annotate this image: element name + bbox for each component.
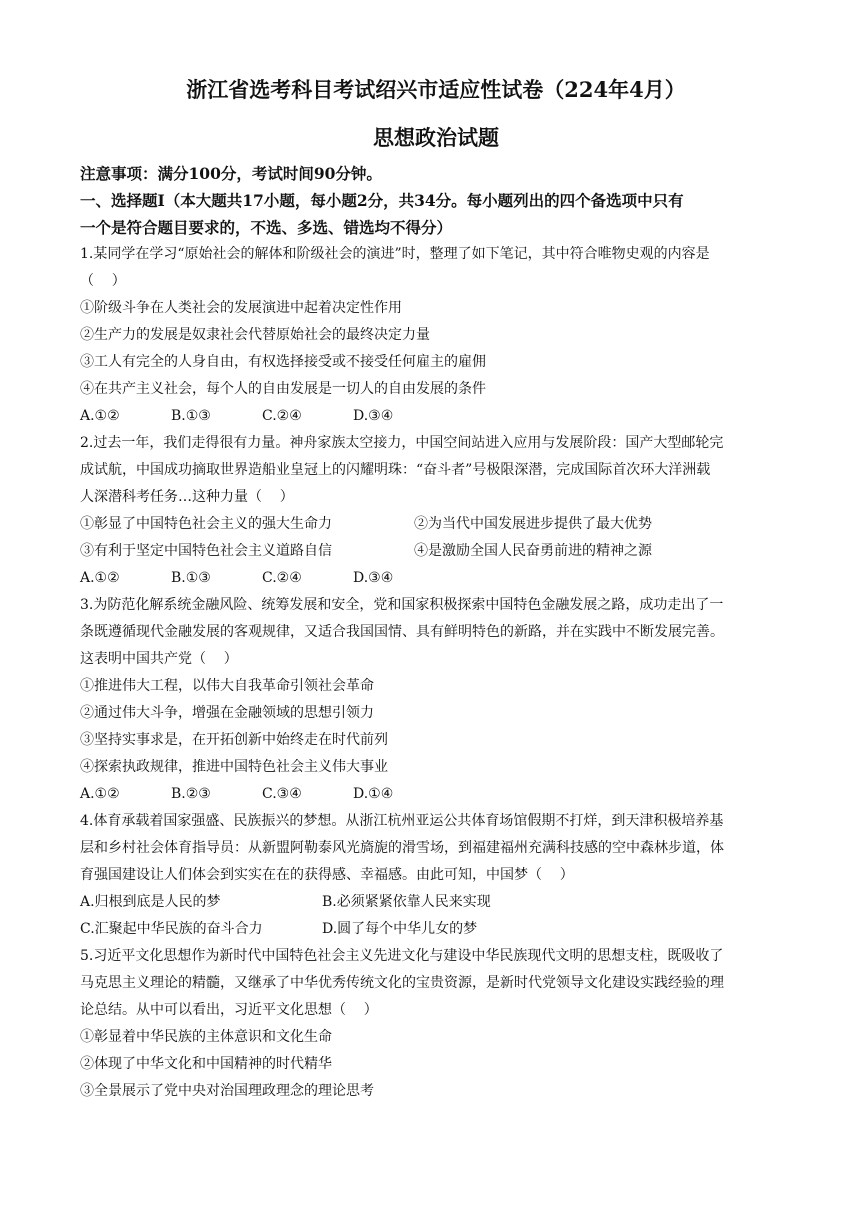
answer-options-row bbox=[80, 889, 792, 916]
question-stem-line: 5.习近平文化思想作为新时代中国特色社会主义先进文化与建设中华民族现代文明的思想支柱，既吸收了 bbox=[80, 948, 724, 964]
statement: ①阶级斗争在人类社会的发展演进中起着决定性作用 bbox=[80, 300, 402, 316]
statement: ②为当代中国发展进步提供了最大优势 bbox=[414, 516, 652, 532]
option-c[interactable]: C.②④ bbox=[262, 408, 302, 424]
exam-subtitle: 思想政治试题 bbox=[373, 125, 499, 150]
question-stem-line: 4.体育承载着国家强盛、民族振兴的梦想。从浙江杭州亚运公共体育场馆假期不打烊，到天津积极培养基 bbox=[80, 813, 724, 829]
question-stem-line: 3.为防范化解系统金融风险、统筹发展和安全，党和国家积极探索中国特色金融发展之路，成功走出了一 bbox=[80, 597, 724, 613]
statement: ③工人有完全的人身自由，有权选择接受或不接受任何雇主的雇佣 bbox=[80, 354, 486, 370]
statement: ④是激励全国人民奋勇前进的精神之源 bbox=[414, 543, 652, 559]
option-d[interactable]: D.圆了每个中华儿女的梦 bbox=[322, 921, 478, 937]
statement: ②体现了中华文化和中国精神的时代精华 bbox=[80, 1056, 332, 1072]
question-4 bbox=[80, 808, 792, 943]
question-stem-line: 论总结。从中可以看出，习近平文化思想（ ） bbox=[80, 1002, 378, 1018]
option-d[interactable]: D.①④ bbox=[353, 786, 394, 802]
question-stem-line: （ ） bbox=[80, 273, 126, 289]
statement: ③坚持实事求是，在开拓创新中始终走在时代前列 bbox=[80, 732, 388, 748]
exam-page bbox=[80, 74, 792, 1105]
option-d[interactable]: D.③④ bbox=[353, 570, 394, 586]
question-stem-line: 成试航，中国成功摘取世界造船业皇冠上的闪耀明珠：“奋斗者”号极限深潜，完成国际首次环大洋洲载 bbox=[80, 462, 711, 478]
question-stem-line: 育强国建设让人们体会到实实在在的获得感、幸福感。由此可知，中国梦（ ） bbox=[80, 867, 574, 883]
section-heading-line2: 一个是符合题目要求的，不选、多选、错选均不得分） bbox=[80, 218, 453, 237]
statement: ①彰显了中国特色社会主义的强大生命力 bbox=[80, 516, 332, 532]
option-d[interactable]: D.③④ bbox=[353, 408, 394, 424]
option-b[interactable]: B.②③ bbox=[171, 786, 211, 802]
option-a[interactable]: A.①② bbox=[80, 570, 120, 586]
question-stem-line: 2.过去一年，我们走得很有力量。神舟家族太空接力，中国空间站进入应用与发展阶段：国产大型邮轮完 bbox=[80, 435, 724, 451]
question-1 bbox=[80, 241, 792, 430]
question-2 bbox=[80, 430, 792, 592]
question-stem-line: 人深潜科考任务…这种力量（ ） bbox=[80, 489, 294, 505]
option-b[interactable]: B.①③ bbox=[171, 570, 211, 586]
statement: ④探索执政规律，推进中国特色社会主义伟大事业 bbox=[80, 759, 388, 775]
option-b[interactable]: B.①③ bbox=[171, 408, 211, 424]
option-a[interactable]: A.①② bbox=[80, 408, 120, 424]
option-c[interactable]: C.汇聚起中华民族的奋斗合力 bbox=[80, 921, 263, 937]
statement: ③全景展示了党中央对治国理政理念的理论思考 bbox=[80, 1083, 374, 1099]
option-a[interactable]: A.①② bbox=[80, 786, 120, 802]
statement-row bbox=[80, 538, 792, 565]
option-c[interactable]: C.③④ bbox=[262, 786, 302, 802]
question-3 bbox=[80, 592, 792, 808]
statement: ③有利于坚定中国特色社会主义道路自信 bbox=[80, 543, 332, 559]
statement: ②生产力的发展是奴隶社会代替原始社会的最终决定力量 bbox=[80, 327, 430, 343]
question-stem-line: 层和乡村社会体育指导员：从新盟阿勒泰风光旖旎的滑雪场，到福建福州充满科技感的空中森林步道，体 bbox=[80, 840, 724, 856]
statement: ①推进伟大工程，以伟大自我革命引领社会革命 bbox=[80, 678, 374, 694]
statement: ②通过伟大斗争，增强在金融领域的思想引领力 bbox=[80, 705, 374, 721]
exam-title: 浙江省选考科目考试绍兴市适应性试卷（224年4月） bbox=[186, 77, 686, 102]
statement: ④在共产主义社会，每个人的自由发展是一切人的自由发展的条件 bbox=[80, 381, 486, 397]
option-b[interactable]: B.必须紧紧依靠人民来实现 bbox=[322, 894, 491, 910]
notice: 注意事项：满分100分，考试时间90分钟。 bbox=[80, 164, 382, 183]
question-stem-line: 1.某同学在学习“原始社会的解体和阶级社会的演进”时，整理了如下笔记，其中符合唯物史观的内容是 bbox=[80, 246, 710, 262]
answer-options bbox=[80, 781, 792, 808]
answer-options bbox=[80, 403, 792, 430]
statement-row bbox=[80, 511, 792, 538]
question-stem-line: 条既遵循现代金融发展的客观规律，又适合我国国情、具有鲜明特色的新路，并在实践中不断发展完善。 bbox=[80, 624, 724, 640]
question-stem-line: 这表明中国共产党（ ） bbox=[80, 651, 238, 667]
answer-options bbox=[80, 565, 792, 592]
question-stem-line: 马克思主义理论的精髓，又继承了中华优秀传统文化的宝贵资源，是新时代党领导文化建设实践经验的理 bbox=[80, 975, 724, 991]
section-heading-line1: 一、选择题Ⅰ（本大题共17小题，每小题2分，共34分。每小题列出的四个备选项中只有 bbox=[80, 191, 684, 210]
option-a[interactable]: A.归根到底是人民的梦 bbox=[80, 894, 221, 910]
question-5 bbox=[80, 943, 792, 1105]
statement: ①彰显着中华民族的主体意识和文化生命 bbox=[80, 1029, 332, 1045]
option-c[interactable]: C.②④ bbox=[262, 570, 302, 586]
answer-options-row bbox=[80, 916, 792, 943]
